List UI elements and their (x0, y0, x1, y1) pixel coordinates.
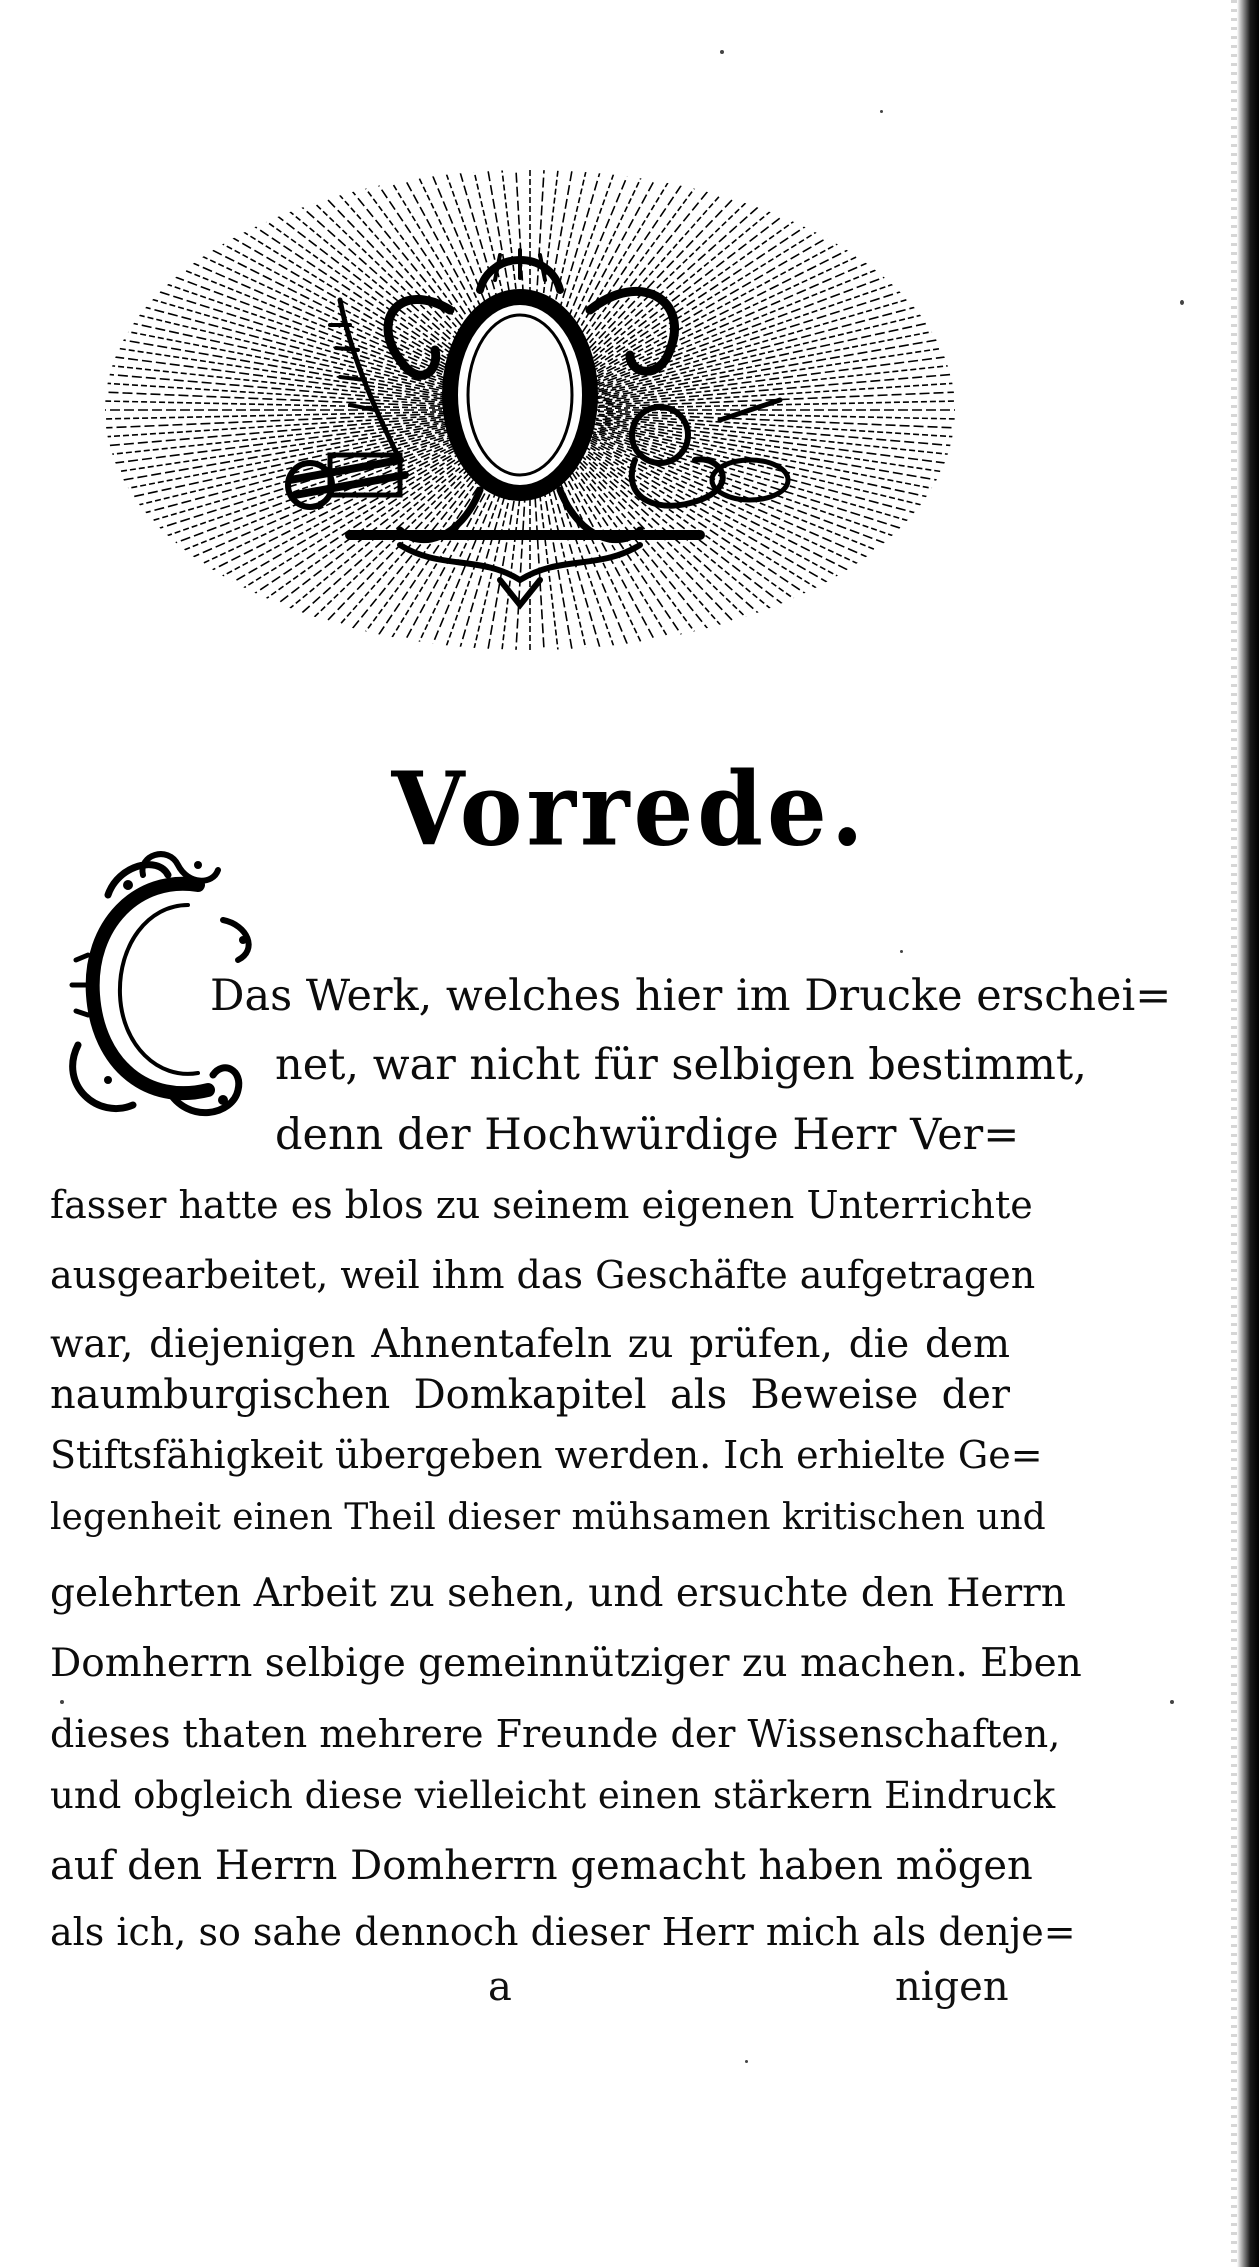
body-line: legenheit einen Theil dieser mühsamen kritischen und (50, 1497, 1046, 1538)
body-line: ausgearbeitet, weil ihm das Geschäfte aufgetragen (50, 1253, 1036, 1297)
vignette-ray (605, 418, 960, 460)
body-line: auf den Herrn Domherrn gemacht haben mögen (50, 1843, 1033, 1889)
vignette-ray (575, 217, 887, 386)
ink-speck (900, 950, 903, 953)
body-line: denn der Hochwürdige Herr Ver= (275, 1110, 1020, 1160)
body-line: naumburgischen Domkapitel als Beweise der (50, 1372, 1010, 1418)
body-line: Das Werk, welches hier im Drucke erschei= (210, 971, 1172, 1021)
vignette-ray (585, 425, 960, 527)
ink-speck (1180, 300, 1184, 305)
body-line: Stiftsfähigkeit übergeben werden. Ich erhielte Ge= (50, 1433, 1043, 1477)
vignette-ray (100, 425, 467, 518)
ink-speck (880, 110, 883, 113)
vignette-ray (593, 302, 960, 395)
ink-speck (720, 50, 724, 54)
body-line: und obgleich diese vielleicht einen stärkern Eindruck (50, 1774, 1056, 1817)
vignette-ray (585, 293, 960, 396)
vignette-ray (590, 233, 908, 382)
vignette-ray (562, 446, 755, 660)
page-edge (1237, 0, 1259, 2267)
body-line: dieses thaten mehrere Freunde der Wissenschaften, (50, 1712, 1061, 1756)
cartouche-vignette-icon (100, 160, 960, 660)
vignette-ray (100, 293, 475, 396)
body-line: gelehrten Arbeit zu sehen, und ersuchte den Herrn (50, 1571, 1066, 1616)
body-line: net, war nicht für selbigen bestimmt, (275, 1040, 1087, 1090)
body-line: Domherrn selbige gemeinnütziger zu machen. Eben (50, 1641, 1082, 1686)
page-title: Vorrede. (391, 750, 868, 870)
vignette-ray (579, 189, 839, 375)
vignette-ray (123, 257, 472, 388)
vignette-ray (603, 423, 960, 490)
body-line: als ich, so sahe dennoch dieser Herr mich als denje= (50, 1910, 1076, 1954)
ink-speck (745, 2060, 748, 2063)
vignette-ray (100, 417, 463, 460)
catchword: nigen (895, 1964, 1009, 2010)
body-line: fasser hatte es blos zu seinem eigenen Unterrichte (50, 1183, 1033, 1227)
vignette-ray (575, 434, 887, 603)
signature-mark: a (488, 1964, 512, 2010)
vignette-ray (566, 160, 756, 370)
ink-speck (60, 1700, 64, 1704)
body-line: war, diejenigen Ahnentafeln zu prüfen, die dem (50, 1322, 1010, 1367)
ink-speck (1170, 1700, 1174, 1704)
